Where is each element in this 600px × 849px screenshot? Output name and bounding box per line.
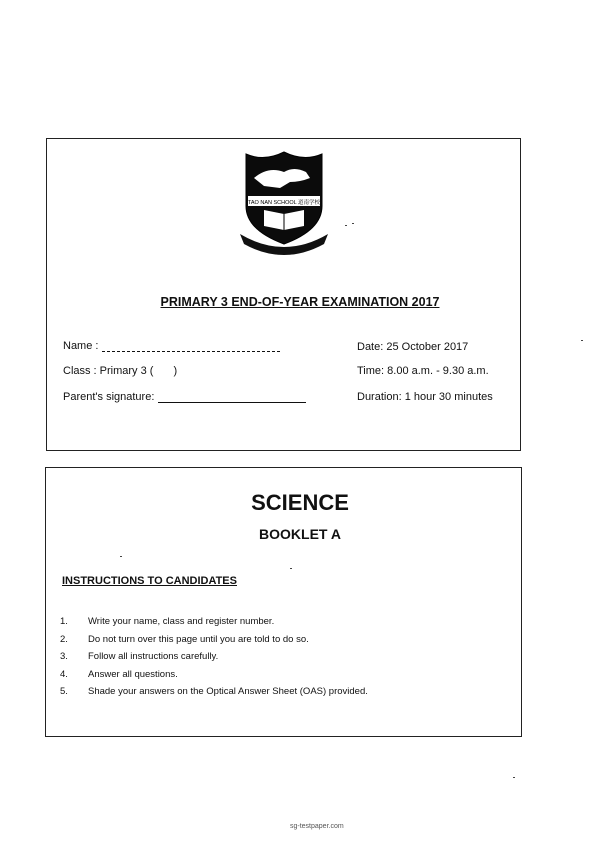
svg-text:TAO NAN SCHOOL 道南学校: TAO NAN SCHOOL 道南学校 [247,200,321,206]
booklet-label: BOOKLET A [259,526,341,542]
scan-speck [352,223,354,224]
name-line [102,350,280,352]
list-item: 3. Follow all instructions carefully. [60,651,219,662]
list-item: 2. Do not turn over this page until you are told to do so. [60,633,309,645]
scan-speck [290,568,292,569]
list-item: 4. Answer all questions. [60,668,178,680]
scan-speck [513,777,515,778]
parent-signature-line [158,401,306,403]
scan-speck [120,556,122,557]
footer-watermark: sg-testpaper.com [290,823,344,830]
school-crest-logo [234,148,334,258]
parent-signature-label: Parent's signature: [63,391,155,403]
duration-text: Duration: 1 hour 30 minutes [357,391,493,403]
parent-signature-field [63,391,306,403]
instructions-list [60,616,368,704]
class-close: ) [173,365,178,377]
scan-speck [345,225,347,226]
name-field [63,340,280,352]
scan-speck [581,340,583,341]
subject-title: SCIENCE [251,490,349,515]
instructions-heading: INSTRUCTIONS TO CANDIDATES [62,575,237,587]
name-label: Name : [63,340,99,352]
class-field [63,365,177,377]
time-text: Time: 8.00 a.m. - 9.30 a.m. [357,365,489,377]
list-item: 1. Write your name, class and register number. [60,616,275,627]
date-text: Date: 25 October 2017 [357,341,469,353]
list-item: 5. Shade your answers on the Optical Answer Sheet (OAS) provided. [60,686,368,697]
class-label: Class : Primary 3 ( [63,365,154,377]
exam-title: PRIMARY 3 END-OF-YEAR EXAMINATION 2017 [160,295,440,309]
